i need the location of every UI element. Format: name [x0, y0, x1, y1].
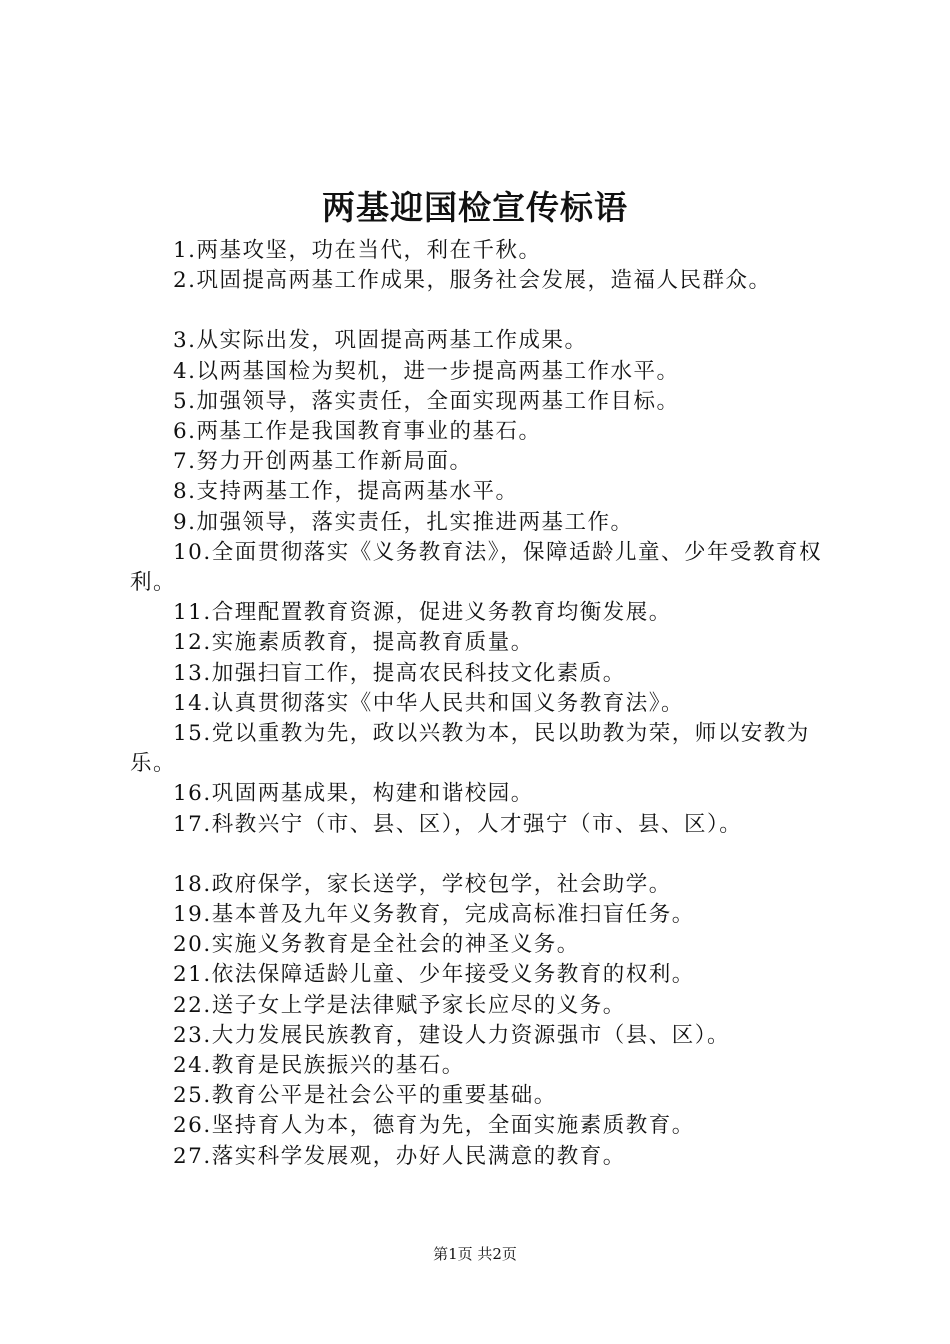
- slogan-item: 10.全面贯彻落实《义务教育法》，保障适龄儿童、少年受教育权利。: [130, 539, 822, 596]
- slogan-item: 2.巩固提高两基工作成果，服务社会发展，造福人民群众。: [173, 268, 772, 294]
- slogan-item: 8.支持两基工作，提高两基水平。: [173, 479, 519, 505]
- slogan-item: 14.认真贯彻落实《中华人民共和国义务教育法》。: [173, 690, 684, 716]
- slogan-item: 3.从实际出发，巩固提高两基工作成果。: [173, 328, 588, 354]
- slogan-item: 20.实施义务教育是全社会的神圣义务。: [173, 932, 580, 958]
- slogan-item: 24.教育是民族振兴的基石。: [173, 1053, 465, 1079]
- slogan-item: 18.政府保学，家长送学，学校包学，社会助学。: [173, 871, 672, 897]
- page-title: 两基迎国检宣传标语: [322, 188, 628, 227]
- slogan-item: 25.教育公平是社会公平的重要基础。: [173, 1083, 557, 1109]
- page-footer: 第1页 共2页: [433, 1245, 517, 1263]
- slogan-item: 6.两基工作是我国教育事业的基石。: [173, 419, 542, 445]
- slogan-item: 4.以两基国检为契机，进一步提高两基工作水平。: [173, 358, 680, 384]
- slogan-item: 21.依法保障适龄儿童、少年接受义务教育的权利。: [173, 962, 695, 988]
- slogan-item: 15.党以重教为先，政以兴教为本，民以助教为荣，师以安教为乐。: [130, 721, 810, 777]
- slogan-item: 7.努力开创两基工作新局面。: [173, 449, 473, 475]
- slogan-item: 16.巩固两基成果，构建和谐校园。: [173, 781, 534, 807]
- slogan-item: 19.基本普及九年义务教育，完成高标准扫盲任务。: [173, 902, 695, 928]
- slogan-item: 11.合理配置教育资源，促进义务教育均衡发展。: [173, 600, 672, 626]
- slogan-item: 13.加强扫盲工作，提高农民科技文化素质。: [173, 660, 626, 686]
- slogan-list: [130, 236, 850, 1172]
- slogan-item: 12.实施素质教育，提高教育质量。: [173, 630, 534, 656]
- slogan-item: 1.两基攻坚，功在当代，利在千秋。: [173, 238, 542, 263]
- slogan-item: 9.加强领导，落实责任，扎实推进两基工作。: [173, 509, 634, 535]
- slogan-item: 26.坚持育人为本，德育为先，全面实施素质教育。: [173, 1113, 695, 1139]
- slogan-item: 22.送子女上学是法律赋予家长应尽的义务。: [173, 992, 626, 1018]
- slogan-item: 17.科教兴宁（市、县、区），人才强宁（市、县、区）。: [173, 811, 743, 837]
- slogan-item: 23.大力发展民族教育，建设人力资源强市（县、区）。: [173, 1022, 730, 1048]
- slogan-item: 27.落实科学发展观，办好人民满意的教育。: [173, 1143, 626, 1169]
- slogan-item: 5.加强领导，落实责任，全面实现两基工作目标。: [173, 388, 680, 414]
